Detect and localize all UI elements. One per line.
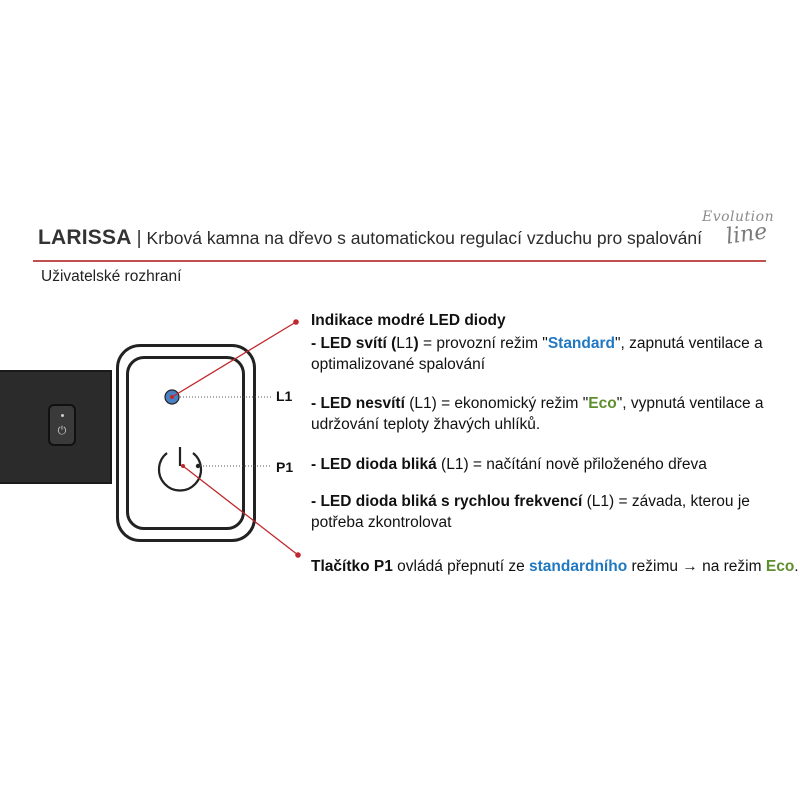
led-pointer-origin xyxy=(170,395,174,399)
mode-eco: Eco xyxy=(588,395,617,412)
section-caption: Uživatelské rozhraní xyxy=(41,268,182,285)
led-blink-description: - LED dioda bliká (L1) = načítání nově přiloženého dřeva xyxy=(311,456,707,473)
label-p1: P1 xyxy=(276,459,294,475)
led-pointer-line xyxy=(172,322,296,397)
arrow-icon: → xyxy=(682,558,698,575)
logo-evolution-word: Evolution xyxy=(702,209,775,225)
power-icon xyxy=(159,447,201,490)
button-pointer-dot xyxy=(295,552,301,558)
indicator-heading: Indikace modré LED diody xyxy=(311,312,506,329)
mode-standard-text: standardního xyxy=(529,558,628,575)
product-title: LARISSA xyxy=(38,226,132,249)
button-p1-description: Tlačítko P1 ovládá přepnutí ze standardního režimu → na režim Eco. xyxy=(311,558,799,575)
led-fast-blink-description: - LED dioda bliká s rychlou frekvencí (L1) = závada, kterou je potřeba zkontrolovat xyxy=(311,493,750,531)
label-l1: L1 xyxy=(276,388,293,404)
title-separator: | xyxy=(136,228,142,249)
logo-line-script: line xyxy=(724,219,769,250)
led-pointer-dot xyxy=(293,319,299,325)
mode-standard: Standard xyxy=(547,335,615,352)
led-off-description: - LED nesvítí (L1) = ekonomický režim "Eco", vypnutá ventilace a udržování teploty žhavých uhlíků. xyxy=(311,395,764,433)
product-subtitle: Krbová kamna na dřevo s automatickou regulací vzduchu pro spalování xyxy=(146,228,702,248)
button-pointer-origin xyxy=(181,464,185,468)
stove-power-icon: ⏻ xyxy=(57,425,67,437)
button-indicator-dot xyxy=(196,464,200,468)
led-on-description: - LED svítí (L1) = provozní režim "Standard", zapnutá ventilace a optimalizované spalování xyxy=(311,335,763,373)
button-pointer-line xyxy=(183,466,298,555)
mode-eco-text: Eco xyxy=(765,558,795,575)
